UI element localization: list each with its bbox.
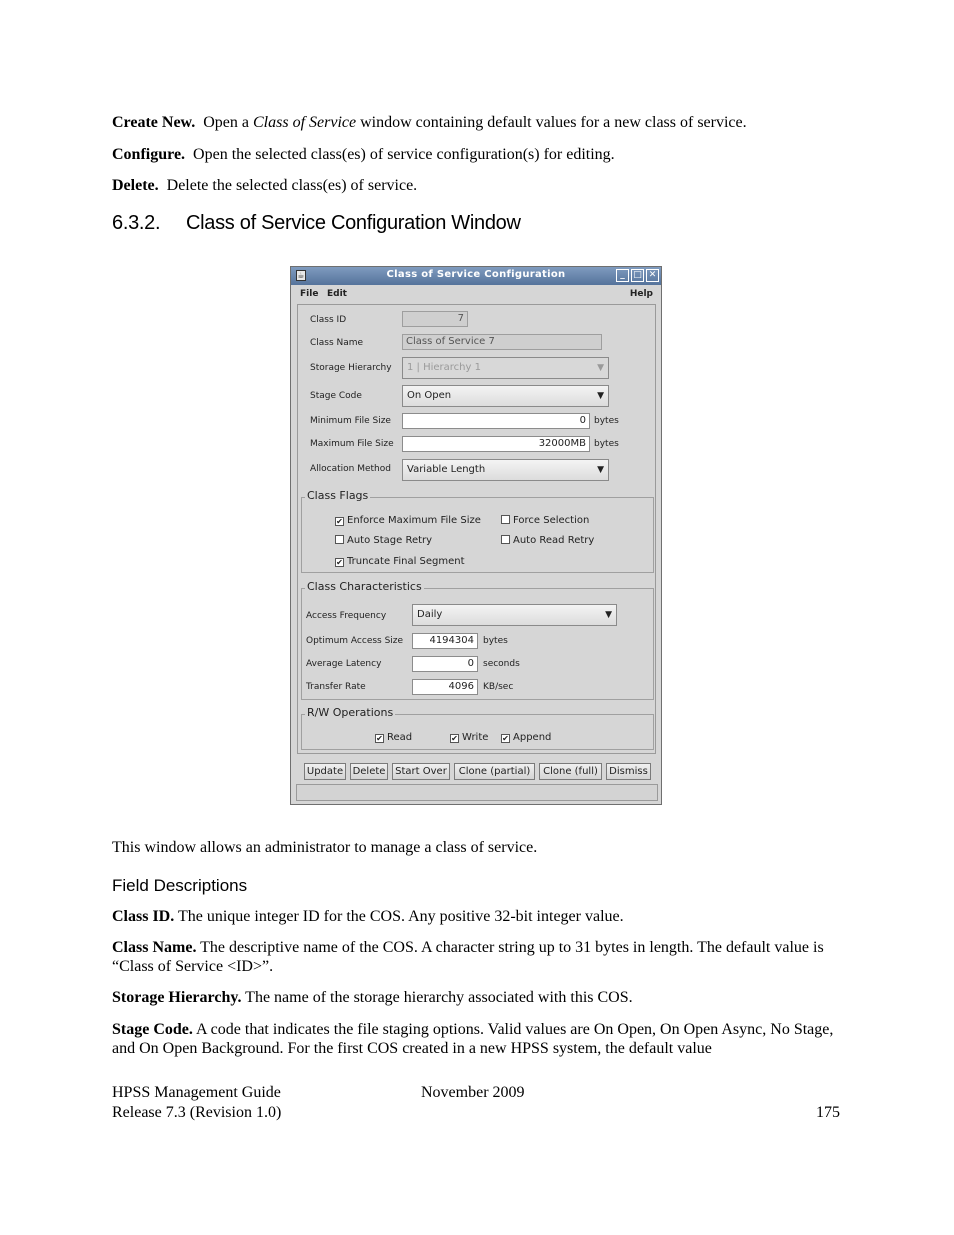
access-frequency-value: Daily bbox=[417, 609, 443, 620]
start-over-button[interactable]: Start Over bbox=[392, 763, 450, 780]
write-checkbox[interactable] bbox=[450, 732, 488, 743]
rw-operations-group bbox=[301, 706, 654, 750]
dismiss-button[interactable]: Dismiss bbox=[606, 763, 651, 780]
class-flags-title: Class Flags bbox=[307, 489, 369, 502]
term-storage-hierarchy: Storage Hierarchy. bbox=[112, 989, 242, 1006]
storage-hierarchy-label: Storage Hierarchy bbox=[310, 363, 392, 373]
footer-guide: HPSS Management Guide bbox=[112, 1084, 281, 1101]
transfer-rate-unit: KB/sec bbox=[483, 682, 514, 692]
window-description: This window allows an administrator to manage a class of service. bbox=[112, 839, 538, 856]
term-class-name: Class Name. bbox=[112, 939, 197, 956]
write-label: Write bbox=[462, 732, 489, 743]
max-file-size-label: Maximum File Size bbox=[310, 439, 394, 449]
storage-hierarchy-select[interactable] bbox=[402, 357, 609, 379]
checkbox-checked-icon: ✔ bbox=[336, 558, 343, 567]
force-selection-label: Force Selection bbox=[513, 515, 590, 526]
stage-code-desc: A code that indicates the file staging options. Valid values are On Open, On Open Async, No Stage, and On Open Background. For the first COS created in a new HPSS system, the default value bbox=[112, 1021, 834, 1057]
auto-read-retry-label: Auto Read Retry bbox=[513, 535, 595, 546]
create-new-em: Class of Service bbox=[253, 114, 357, 131]
class-name-field[interactable]: Class of Service 7 bbox=[402, 334, 602, 350]
class-name-desc: The descriptive name of the COS. A character string up to 31 bytes in length. The default value is “Class of Service <ID>”. bbox=[112, 939, 824, 975]
rw-operations-title: R/W Operations bbox=[307, 706, 394, 719]
clone-partial-button[interactable]: Clone (partial) bbox=[454, 763, 535, 780]
class-id-field[interactable]: 7 bbox=[402, 311, 468, 327]
truncate-final-checkbox[interactable] bbox=[335, 556, 465, 567]
term-delete: Delete. bbox=[112, 177, 159, 194]
checkbox-unchecked-icon bbox=[501, 515, 510, 524]
java-app-icon: ☕ bbox=[297, 271, 305, 280]
min-file-size-field[interactable]: 0 bbox=[402, 413, 590, 429]
configure-text: Open the selected class(es) of service configuration(s) for editing. bbox=[193, 146, 615, 163]
delete-text: Delete the selected class(es) of service. bbox=[166, 177, 418, 194]
window-title: Class of Service Configuration bbox=[386, 269, 566, 280]
menu-edit[interactable]: Edit bbox=[327, 289, 347, 299]
truncate-final-label: Truncate Final Segment bbox=[347, 556, 465, 567]
storage-hierarchy-desc: The name of the storage hierarchy associated with this COS. bbox=[241, 989, 633, 1006]
class-id-desc: The unique integer ID for the COS. Any positive 32-bit integer value. bbox=[174, 908, 624, 925]
average-latency-label: Average Latency bbox=[306, 659, 382, 669]
menu-help[interactable]: Help bbox=[629, 289, 653, 299]
term-stage-code: Stage Code. bbox=[112, 1021, 193, 1038]
chevron-down-icon: ▼ bbox=[605, 610, 612, 620]
average-latency-field[interactable]: 0 bbox=[412, 656, 478, 672]
checkbox-unchecked-icon bbox=[335, 535, 344, 544]
config-panel bbox=[297, 304, 656, 754]
create-new-pre: Open a bbox=[203, 114, 253, 131]
chevron-down-icon: ▼ bbox=[597, 363, 604, 373]
enforce-max-checkbox[interactable] bbox=[335, 515, 481, 526]
auto-read-retry-checkbox[interactable] bbox=[501, 535, 594, 546]
transfer-rate-field[interactable]: 4096 bbox=[412, 679, 478, 695]
force-selection-checkbox[interactable] bbox=[501, 515, 589, 526]
checkbox-checked-icon: ✔ bbox=[451, 734, 458, 743]
desc-class-name bbox=[112, 938, 842, 976]
cos-configuration-window bbox=[290, 266, 662, 805]
stage-code-value: On Open bbox=[407, 390, 452, 401]
chevron-down-icon: ▼ bbox=[597, 391, 604, 401]
min-file-size-label: Minimum File Size bbox=[310, 416, 391, 426]
footer-release: Release 7.3 (Revision 1.0) bbox=[112, 1104, 282, 1121]
update-button[interactable]: Update bbox=[304, 763, 346, 780]
optimum-access-size-field[interactable]: 4194304 bbox=[412, 633, 478, 649]
delete-button[interactable]: Delete bbox=[350, 763, 388, 780]
optimum-access-size-unit: bytes bbox=[483, 636, 508, 646]
append-label: Append bbox=[513, 732, 552, 743]
section-heading bbox=[112, 212, 521, 235]
allocation-method-value: Variable Length bbox=[407, 464, 486, 475]
access-frequency-select[interactable] bbox=[412, 604, 617, 626]
checkbox-checked-icon: ✔ bbox=[376, 734, 383, 743]
allocation-method-select[interactable] bbox=[402, 459, 609, 481]
auto-stage-retry-checkbox[interactable] bbox=[335, 535, 432, 546]
class-id-label: Class ID bbox=[310, 315, 347, 325]
max-file-size-field[interactable]: 32000MB bbox=[402, 436, 590, 452]
footer-page-number: 175 bbox=[816, 1104, 840, 1121]
minimize-icon[interactable]: _ bbox=[616, 269, 629, 282]
optimum-access-size-label: Optimum Access Size bbox=[306, 636, 404, 646]
chevron-down-icon: ▼ bbox=[597, 465, 604, 475]
term-create-new: Create New. bbox=[112, 114, 196, 131]
clone-full-button[interactable]: Clone (full) bbox=[539, 763, 602, 780]
term-configure: Configure. bbox=[112, 146, 186, 163]
desc-stage-code bbox=[112, 1020, 842, 1058]
append-checkbox[interactable] bbox=[501, 732, 551, 743]
class-name-label: Class Name bbox=[310, 338, 364, 348]
para-delete bbox=[112, 176, 842, 195]
maximize-icon[interactable]: □ bbox=[631, 269, 644, 282]
desc-class-id bbox=[112, 907, 842, 926]
window-titlebar bbox=[291, 267, 661, 285]
create-new-post: window containing default values for a new class of service. bbox=[356, 114, 747, 131]
class-characteristics-group bbox=[301, 580, 654, 700]
checkbox-unchecked-icon bbox=[501, 535, 510, 544]
checkbox-checked-icon: ✔ bbox=[336, 517, 343, 526]
read-checkbox[interactable] bbox=[375, 732, 412, 743]
desc-storage-hierarchy bbox=[112, 988, 842, 1007]
checkbox-checked-icon: ✔ bbox=[502, 734, 509, 743]
access-frequency-label: Access Frequency bbox=[306, 611, 387, 621]
read-label: Read bbox=[387, 732, 413, 743]
transfer-rate-label: Transfer Rate bbox=[306, 682, 366, 692]
storage-hierarchy-value: 1 | Hierarchy 1 bbox=[407, 362, 481, 373]
menubar bbox=[291, 286, 661, 302]
class-characteristics-title: Class Characteristics bbox=[307, 580, 422, 593]
enforce-max-label: Enforce Maximum File Size bbox=[347, 515, 481, 526]
footer-date: November 2009 bbox=[421, 1084, 525, 1101]
term-class-id: Class ID. bbox=[112, 908, 175, 925]
class-flags-group bbox=[301, 489, 654, 573]
menu-file[interactable]: File bbox=[300, 289, 319, 299]
para-configure bbox=[112, 145, 842, 164]
max-file-size-unit: bytes bbox=[594, 439, 619, 449]
close-icon[interactable]: ✕ bbox=[646, 269, 659, 282]
allocation-method-label: Allocation Method bbox=[310, 464, 391, 474]
field-descriptions-heading: Field Descriptions bbox=[112, 876, 248, 895]
section-title: Class of Service Configuration Window bbox=[186, 212, 521, 234]
min-file-size-unit: bytes bbox=[594, 416, 619, 426]
stage-code-label: Stage Code bbox=[310, 391, 362, 401]
stage-code-select[interactable] bbox=[402, 385, 609, 407]
status-bar bbox=[296, 784, 658, 801]
average-latency-unit: seconds bbox=[483, 659, 520, 669]
auto-stage-retry-label: Auto Stage Retry bbox=[347, 535, 433, 546]
para-create-new bbox=[112, 113, 842, 132]
section-number: 6.3.2. bbox=[112, 212, 161, 234]
